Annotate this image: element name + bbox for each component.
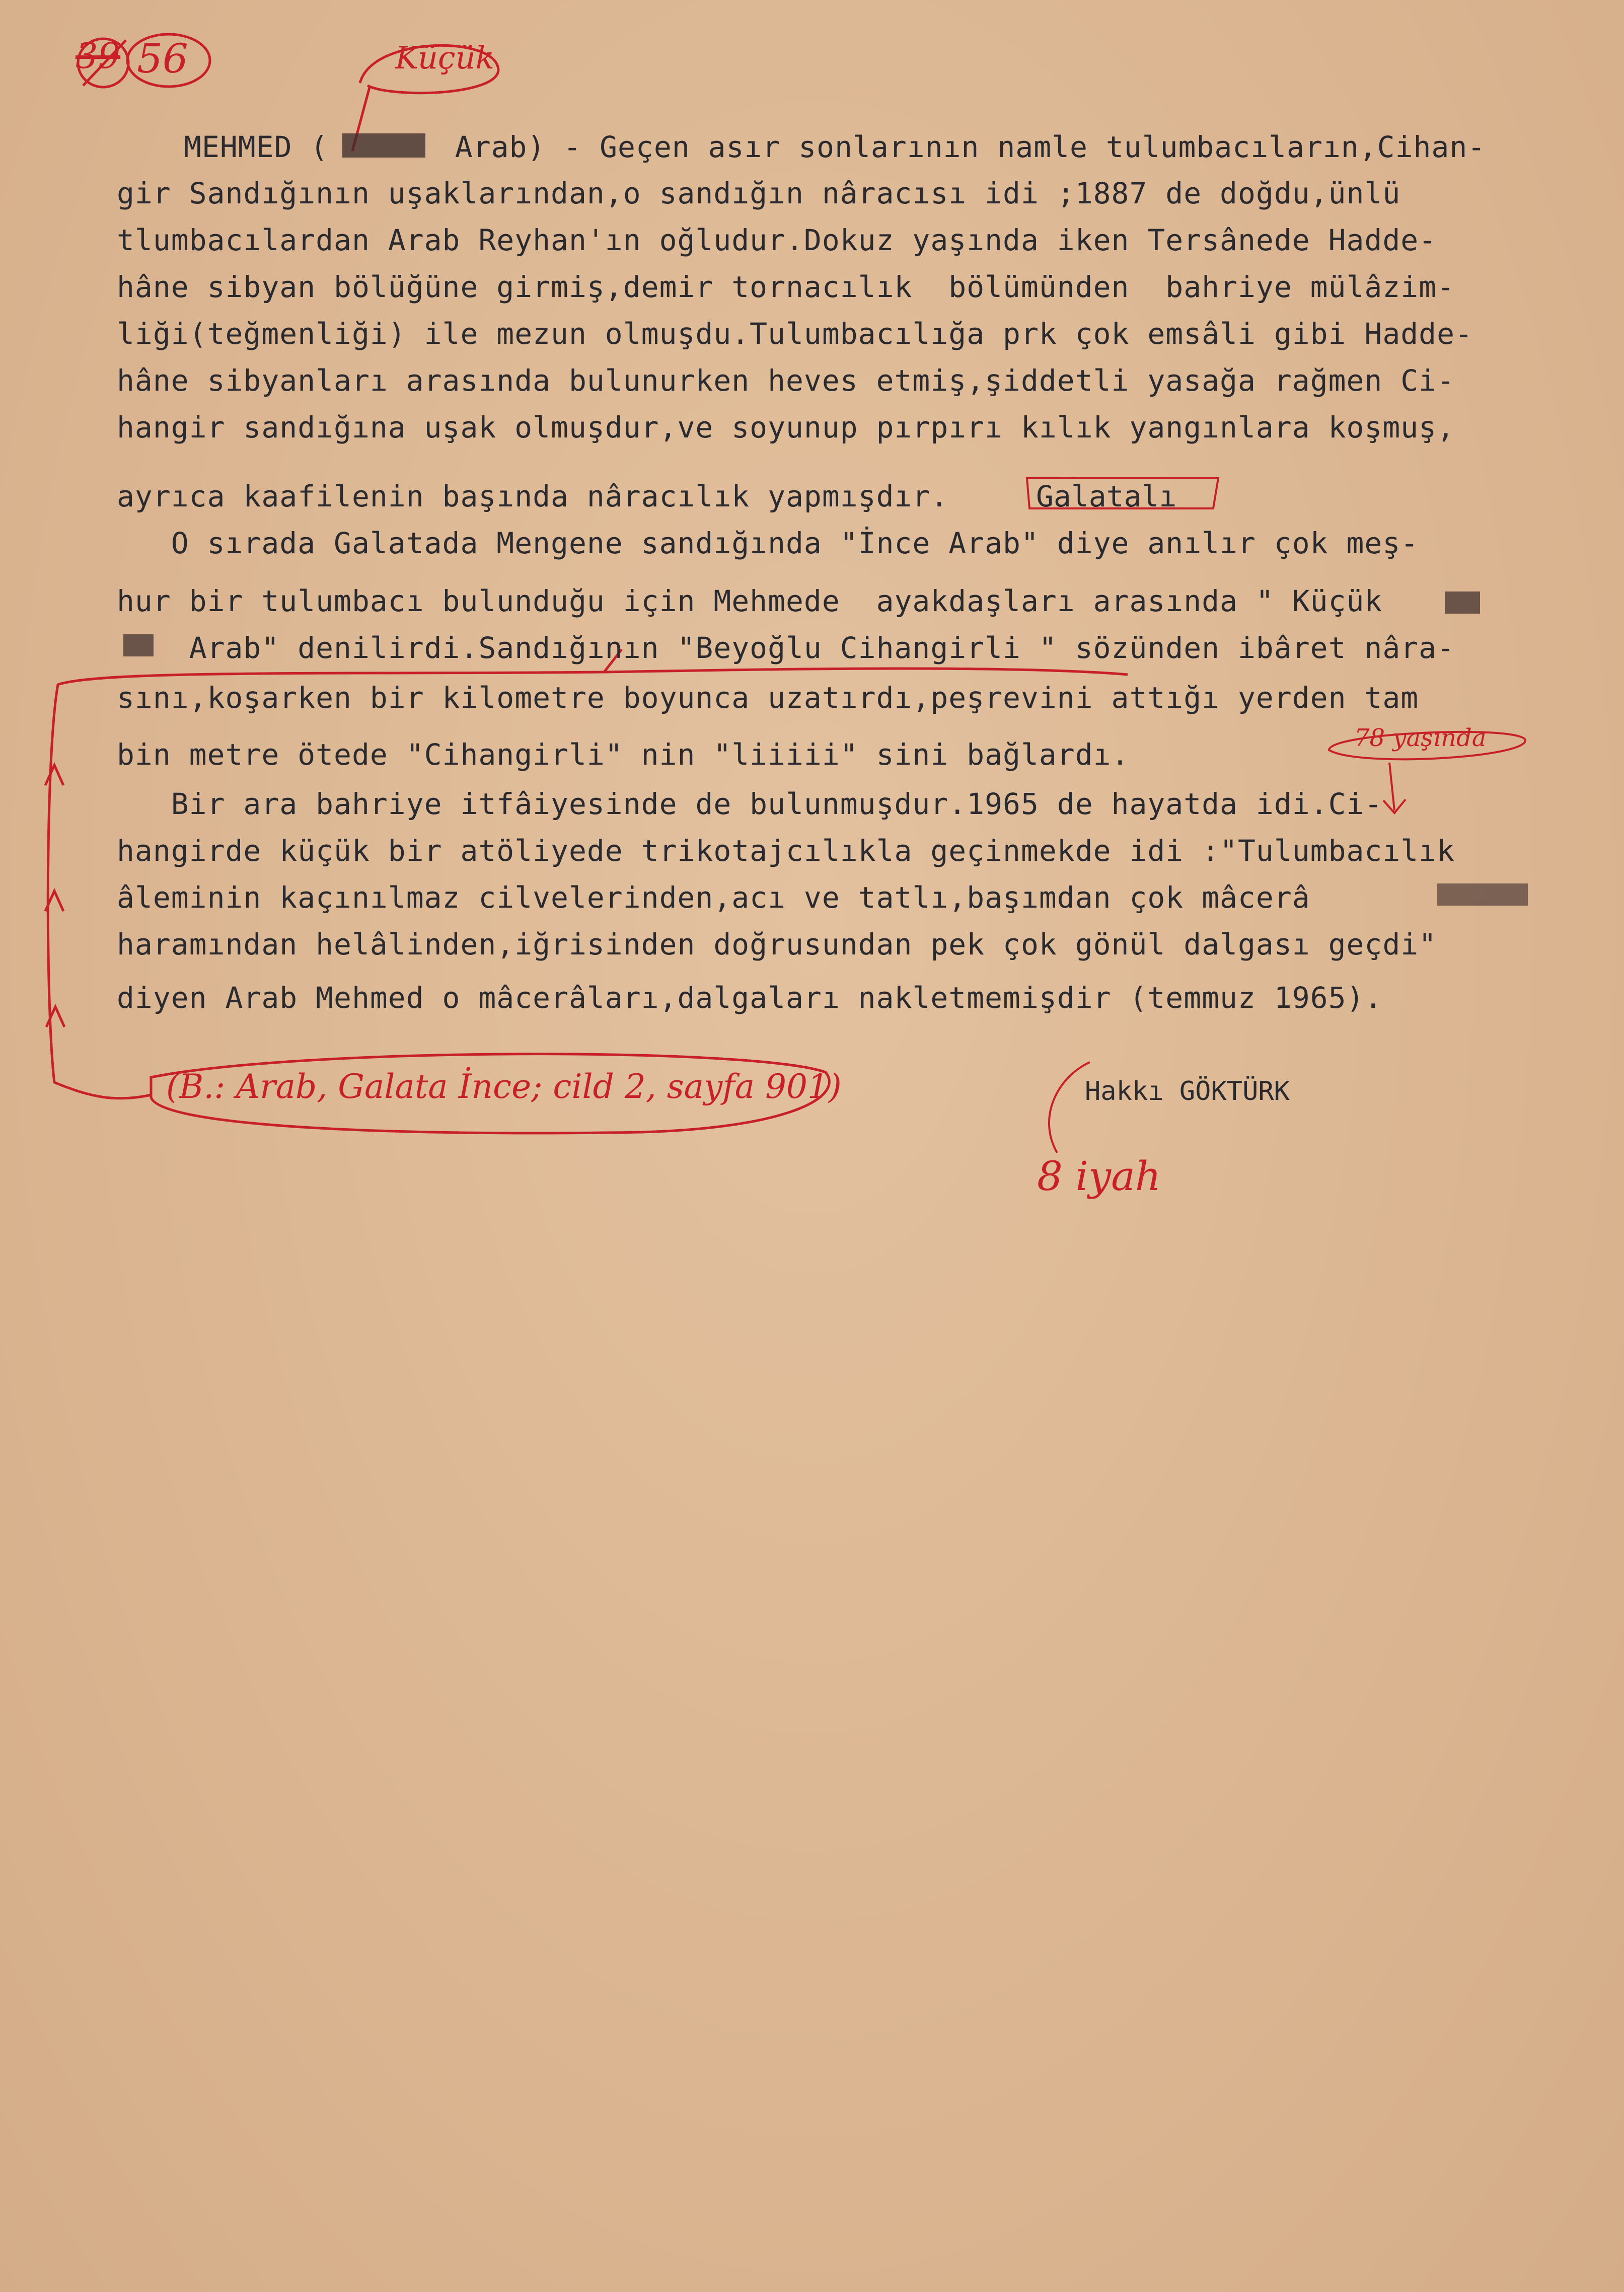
text-line: MEHMED ( Arab) - Geçen asır sonlarının namle tulumbacıların,Cihan- [184,130,1486,164]
struck-word-2 [1445,592,1480,614]
text-line: liği(teğmenliği) ile mezun olmuşdu.Tulumbacılığa prk çok emsâli gibi Hadde- [117,317,1473,351]
text-line: hangir sandığına uşak olmuşdur,ve soyunup pırpırı kılık yangınlara koşmuş, [117,410,1455,445]
text-line: hangirde küçük bir atöliyede trikotajcılıkla geçinmekde idi :"Tulumbacılık [117,834,1455,868]
text-line: âleminin kaçınılmaz cilvelerinden,acı ve tatlı,başımdan çok mâcerâ [117,880,1310,915]
text-line: hâne sibyanları arasında bulunurken heves etmiş,şiddetli yasağa rağmen Ci- [117,363,1455,398]
signature: Hakkı GÖKTÜRK [1085,1076,1290,1106]
text-line: diyen Arab Mehmed o mâcerâları,dalgaları nakletmemişdir (temmuz 1965). [117,981,1383,1015]
page-number: 56 [137,35,188,82]
text-line: tlumbacılardan Arab Reyhan'ın oğludur.Dokuz yaşında iken Tersânede Hadde- [117,223,1437,257]
text-line: sını,koşarken bir kilometre boyunca uzatırdı,peşrevini attığı yerden tam [117,681,1419,715]
source-note: (B.: Arab, Galata İnce; cild 2, sayfa 901) [166,1067,842,1106]
handwritten-note: 8 iyah [1037,1153,1161,1200]
insertion-galatali: Galatalı [1036,479,1177,513]
text-line: Bir ara bahriye itfâiyesinde de bulunmuşdur.1965 de hayatda idi.Ci- [117,787,1383,821]
text-line: bin metre ötede "Cihangirli" nin "liiiii" sini bağlardı. [117,737,1130,772]
text-line: haramından helâlinden,iğrisinden doğrusundan pek çok gönül dalgası geçdi" [117,927,1437,962]
text-line: O sırada Galatada Mengene sandığında "İnce Arab" diye anılır çok meş- [117,526,1419,560]
insertion-78-yasinda: 78 yaşında [1354,724,1487,752]
text-line: Arab" denilirdi.Sandığının "Beyoğlu Cihangirli " sözünden ibâret nâra- [117,631,1455,665]
text-line: hur bir tulumbacı bulunduğu için Mehmede ayakdaşları arasında " Küçük [117,584,1383,618]
text-line: ayrıca kaafilenin başında nâracılık yapmışdır. [117,479,949,513]
insertion-kucuk: Küçük [395,39,495,76]
struck-word-4 [1437,883,1528,906]
page-number-old: 39 [76,35,121,77]
text-line: gir Sandığının uşaklarından,o sandığın nâracısı idi ;1887 de doğdu,ünlü [117,176,1401,210]
text-line: hâne sibyan bölüğüne girmiş,demir tornacılık bölümünden bahriye mülâzim- [117,270,1455,304]
